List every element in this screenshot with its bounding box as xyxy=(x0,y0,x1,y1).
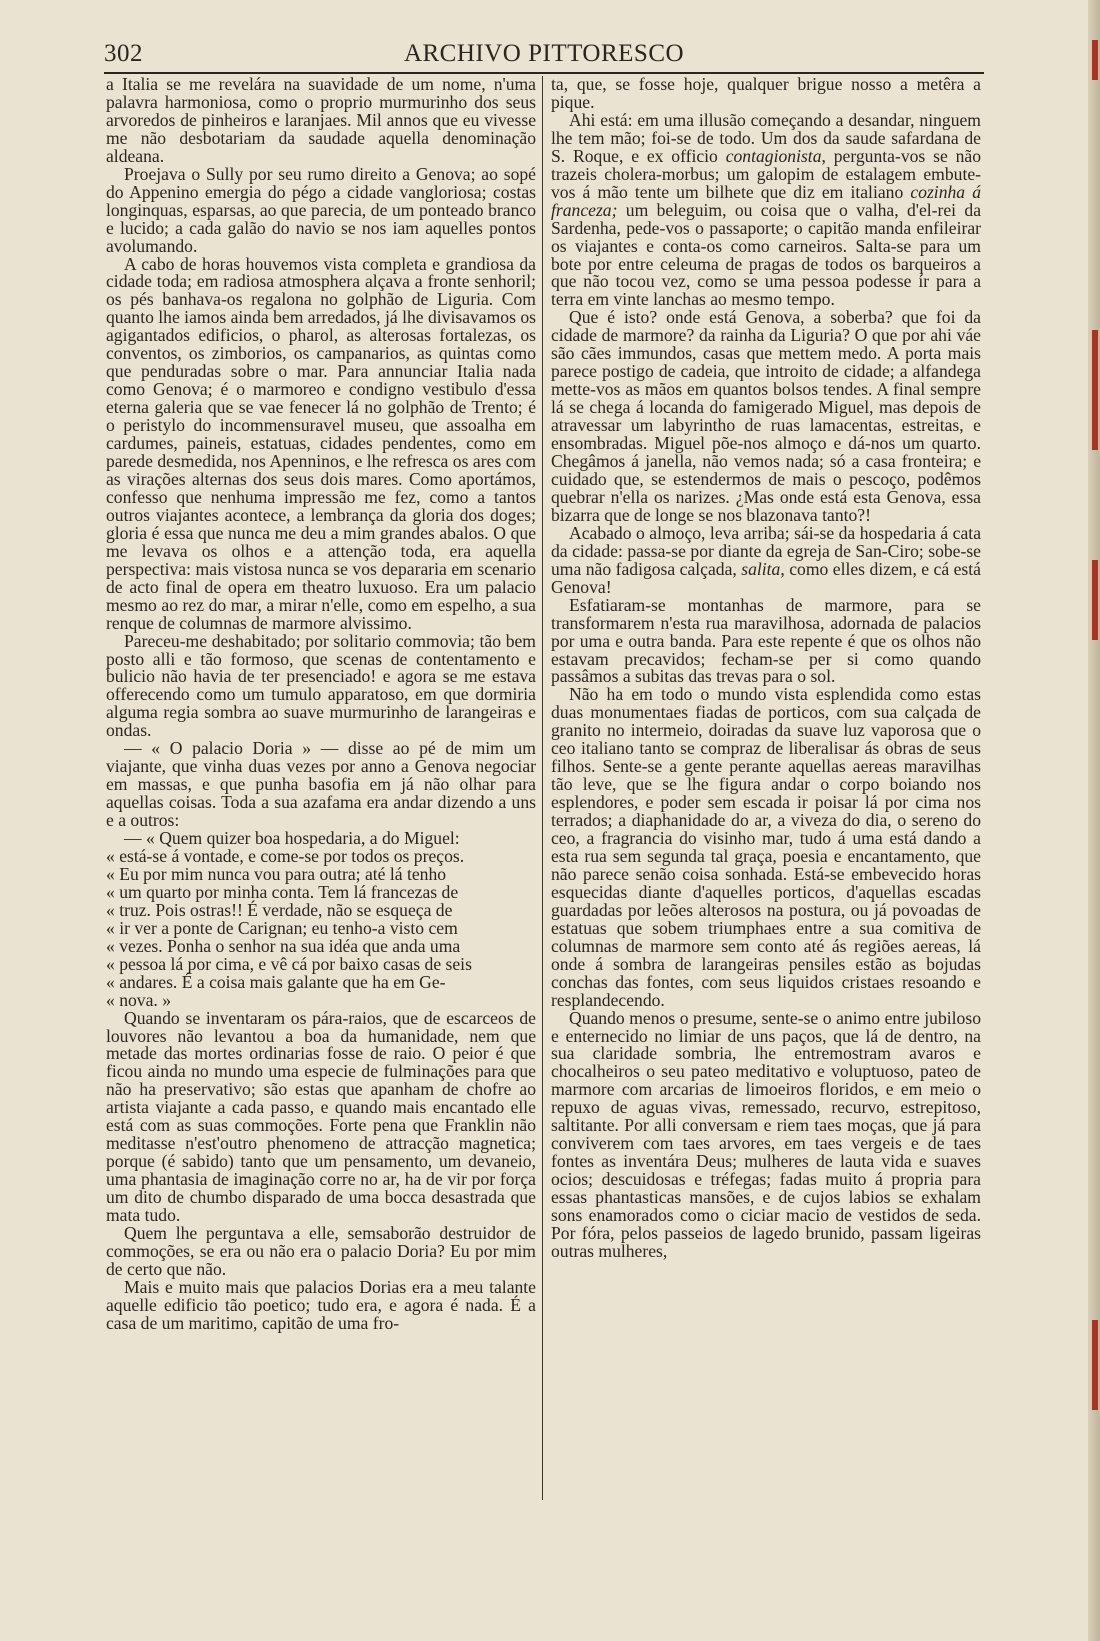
paragraph: — « O palacio Doria » — disse ao pé de mim um viajante, que vinha duas vezes por anno a Genova negociar em massas, e que punha basofia em já não olhar para aquellas coisas. Toda a sua azafama era andar dizendo a uns e a outros: xyxy=(106,738,536,831)
paragraph: A cabo de horas houvemos vista completa e grandiosa da cidade toda; em radiosa atmosphera alçava a fronte senhoril; os pés banhava-os regalona no golphão de Liguria. Com quanto lhe iamos ainda bem arredados, já lhe divisavamos os agigantados edificios, o pharol, as alterosas fortalezas, os conventos, os zimborios, os campanarios, as quintas como que penduradas sobre o mar. Para annunciar Italia nada como Genova; é o marmoreo e condigno vestibulo d'essa eterna galeria que se vae fenecer lá no golphão de Trento; é o peristylo do incommensuravel museu, que assoalha em cardumes, paineis, estatuas, cidades pendentes, como em parede desmedida, nos Apenninos, e lhe refresca os ares com as virações alternas dos seus dois mares. Como aportámos, confesso que nenhuma impressão me fez, como a tantos outros viajantes acontece, a lembrança da gloria dos doges; gloria é essa que nunca me deu a mim grandes abalos. O que me levava os olhos e a attenção toda, era aquella perspectiva: mais vistosa nunca se vos depararia em scenario de acto final de opera em theatro luxuoso. Era um palacio mesmo ao rez do mar, a mirar n'elle, como em espelho, a sua renque de columnas de marmore alvissimo. xyxy=(106,253,536,633)
left-column xyxy=(106,76,536,1333)
paragraph: Ahi está: em uma illusão começando a desandar, ninguem lhe tem mão; foi-se de todo. Um dos da saude safardana de S. Roque, e ex officio contagionista, pergunta-vos se não trazeis cholera-morbus; um galopim de estalagem embute-vos á mão tente um bilhete que diz em italiano cozinha á franceza; um beleguim, ou coisa que o valha, d'el-rei da Sardenha, pede-vos o passaporte; o capitão manda enfileirar os viajantes e conta-os como carneiros. Salta-se para um bote por entre celeuma de pragas de todos os barqueiros a que não tocou vez, como se uma pessoa podesse ír para a terra em vinte lanchas ao mesmo tempo. xyxy=(551,109,981,310)
page-number: 302 xyxy=(104,40,143,67)
column-divider xyxy=(542,76,543,1500)
paragraph: Que é isto? onde está Genova, a soberba? que foi da cidade de marmore? da rainha da Liguria? O que por ahi váe são cães immundos, casas que mettem medo. A porta mais parece postigo de cadeia, que introito de cidade; a alfandega mette-vos as mãos em quantos bolsos tendes. A final sempre lá se chega á locanda do famigerado Miguel, mas depois de atravessar um labyrintho de ruas lamacentas, estreitas, e ensombradas. Miguel põe-nos almoço e dá-nos um quarto. Chegâmos á janella, não vemos nada; só a casa fronteira; e cuidado que, se estendermos de mais o pescoço, podêmos quebrar n'ella os narizes. ¿Mas onde está esta Genova, essa bizarra que de longe se nos blazonava tanto?! xyxy=(551,307,981,525)
page-header xyxy=(104,40,984,72)
running-head: ARCHIVO PITTORESCO xyxy=(403,40,685,67)
paragraph: Mais e muito mais que palacios Dorias era a meu talante aquelle edificio tão poetico; tudo era, e agora é nada. É a casa de um maritimo, capitão de uma fro- xyxy=(106,1276,536,1333)
quote-line: « pessoa lá por cima, e vê cá por baixo casas de seis xyxy=(106,953,472,974)
quote-line: « Eu por mim nunca vou para outra; até lá tenho xyxy=(106,863,447,884)
paragraph: Não ha em todo o mundo vista esplendida como estas duas monumentaes fiadas de porticos, com sua calçada de granito no intermeio, doiradas da suave luz vaporosa que o ceo italiano tanto se compraz de liberalisar ás obras de seus filhos. Sente-se a gente perante aquellas aereas maravilhas tão leve, que se lhe figura andar o corpo boiando nos esplendores, e poder sem escada ir poisar lá por cima nos terrados; a diaphanidade do ar, a viveza do dia, o sereno do ceo, a fragrancia do visinho mar, tudo á uma está dando a esta rua sem segunda tal graça, poesia e encantamento, que não parece senão coisa sonhada. Está-se embevecido horas esquecidas diante d'aquelles porticos, d'aquellas escadas guardadas por leões alterosos na postura, ou já povoadas de estatuas que sobem triumphaes entre a sua comitiva de columnas de marmore sem conto até ás regiões aereas, lá onde á sombra de larangeiras pensiles estão as bojudas conchas das fontes, com seus liquidos cristaes resoando e resplandecendo. xyxy=(551,684,981,1010)
paragraph: Acabado o almoço, leva arriba; sái-se da hospedaria á cata da cidade: passa-se por diante da egreja de San-Ciro; sobe-se uma não fadigosa calçada, salita, como elles dizem, e cá está Genova! xyxy=(551,522,981,597)
quote-line: « nova. » xyxy=(106,989,171,1010)
edge-color-mark xyxy=(1092,330,1098,450)
quote-line: « ir ver a ponte de Carignan; eu tenho-a visto cem xyxy=(106,917,458,938)
quote-line: « andares. É a coisa mais galante que ha em Ge- xyxy=(106,971,446,992)
edge-color-mark xyxy=(1092,40,1098,80)
paragraph: Pareceu-me deshabitado; por solitario commovia; tão bem posto alli e tão formoso, que scenas de contentamento e bulicio não havia de ter presenciado! e agora se me estava offerecendo como um tumulo apparatoso, em que dormiria alguma regia sombra ao suave murmurinho de larangeiras e ondas. xyxy=(106,630,536,741)
quote-line: « truz. Pois ostras!! É verdade, não se esqueça de xyxy=(106,899,453,920)
quote-line: « está-se á vontade, e come-se por todos os preços. xyxy=(106,845,465,866)
paragraph: Esfatiaram-se montanhas de marmore, para se transformarem n'esta rua maravilhosa, adornada de palacios por uma e outra banda. Para este repente é que os olhos não estavam precavidos; fecham-se per si como quando passâmos a subitas das trevas para o sol. xyxy=(551,594,981,687)
quote-line: — « Quem quizer boa hospedaria, a do Miguel: xyxy=(124,828,460,849)
quote-line: « vezes. Ponha o senhor na sua idéa que anda uma xyxy=(106,935,461,956)
paragraph: a Italia se me revelára na suavidade de um nome, n'uma palavra harmoniosa, como o proprio murmurinho dos seus arvoredos de pinheiros e laranjaes. Mil annos que eu vivesse me não desbotariam da saudade aquella denominação aldeana. xyxy=(106,74,536,166)
right-column xyxy=(551,76,981,1261)
quote-line: « um quarto por minha conta. Tem lá francezas de xyxy=(106,881,459,902)
paragraph: ta, que, se fosse hoje, qualquer brigue nosso a metêra a pique. xyxy=(551,74,981,112)
edge-color-mark xyxy=(1092,1320,1098,1410)
paragraph: Quando menos o presume, sente-se o animo entre jubiloso e enternecido no limiar de uns paços, que lá de dentro, na sua claridade sombria, lhe entremostram avaros e chocalheiros o seu pateo meditativo e voluptuoso, pateo de marmore com arcarias de limoeiros floridos, e em meio o repuxo de aguas vivas, remessado, recurvo, estrepitoso, saltitante. Por alli conversam e riem taes moças, que já para conviverem com taes arvores, em taes vergeis e de taes fontes as inventára Deus; mulheres de lauta vida e suaves ocios; descuidosas e tréfegas; fadas muito á propria para essas phantasticas mansões, e de cujos labios se exhalam sons enamorados como o ciciar macio de vestidos de seda. Por fóra, pelos passeios de lagedo brunido, passam ligeiras outras mulheres, xyxy=(551,1007,981,1261)
paragraph: Proejava o Sully por seu rumo direito a Genova; ao sopé do Appenino emergia do pégo a cidade vangloriosa; costas longinquas, esparsas, ao que parecia, de um ponteado branco e lucido; a cada galão do navio se nos iam aquelles pontos avolumando. xyxy=(106,163,536,256)
page-edge xyxy=(1088,0,1100,1641)
edge-color-mark xyxy=(1092,560,1098,640)
paragraph: Quando se inventaram os pára-raios, que de escarceos de louvores não levantou a boa da humanidade, nem que metade das mortes ordinarias fosse de raio. O peior é que ficou ainda no mundo uma especie de fulminações para que não ha preservativo; são estas que apanham de chofre ao artista viajante a cada passo, e quando mais encantado elle está com as suas commoções. Forte pena que Franklin não meditasse n'est'outro phenomeno de attracção magnetica; porque (é sabido) tanto que um pensamento, um devaneio, uma phantasia de imaginação corre no ar, ha de vir por força um dito de chumbo disparado de uma bocca desastrada que mata tudo. xyxy=(106,1007,536,1226)
paragraph: Quem lhe perguntava a elle, semsaborão destruidor de commoções, se era ou não era o palacio Doria? Eu por mim de certo que não. xyxy=(106,1223,536,1279)
